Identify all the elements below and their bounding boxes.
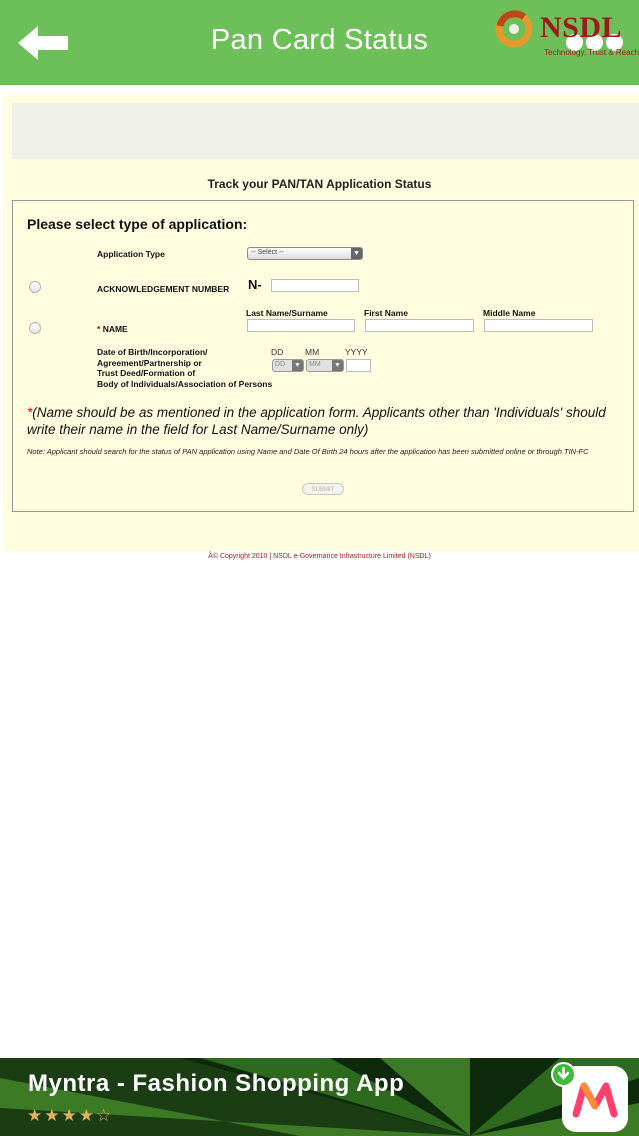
dob-day-value: DD (275, 361, 286, 368)
acknowledgement-label: ACKNOWLEDGEMENT NUMBER (97, 284, 230, 294)
last-name-input[interactable] (247, 319, 355, 332)
name-instruction-text: (Name should be as mentioned in the application form. Applicants other than 'Individuals' should write their name in the field for Last Name/Surname only) (27, 405, 606, 437)
form-heading: Track your PAN/TAN Application Status (207, 177, 432, 191)
dob-label-line: Body of Individuals/Association of Persons (97, 378, 273, 389)
dob-month-select[interactable] (306, 359, 344, 372)
dob-year-input[interactable] (346, 359, 371, 372)
section-title: Please select type of application: (27, 216, 248, 232)
submit-button[interactable]: SUBMIT (302, 483, 344, 495)
ad-rating-stars: ★★★★☆ (27, 1106, 114, 1125)
name-label (97, 324, 128, 334)
download-icon (551, 1062, 576, 1087)
application-form (12, 200, 634, 512)
dd-label: DD (271, 347, 284, 357)
dob-day-select[interactable] (272, 359, 304, 372)
mm-label: MM (305, 347, 320, 357)
chevron-down-icon: ▼ (292, 360, 303, 371)
required-asterisk: * (97, 324, 101, 334)
copyright-footer: Â© Copyright 2010 | NSDL e-Governance Infrastructure Limited (NSDL) (208, 553, 431, 560)
header-strip (12, 103, 639, 159)
page-title: Pan Card Status (210, 24, 429, 56)
ad-title: Myntra - Fashion Shopping App (28, 1070, 405, 1097)
dob-label-line: Trust Deed/Formation of (97, 368, 196, 378)
ack-prefix: N- (248, 277, 262, 292)
name-instruction (27, 404, 627, 438)
nsdl-logo (494, 8, 639, 63)
note-asterisk: * (27, 405, 33, 420)
middle-name-input[interactable] (484, 319, 593, 332)
dob-month-value: MM (309, 361, 321, 368)
middle-name-label: Middle Name (483, 308, 536, 318)
chevron-down-icon: ▼ (351, 248, 362, 259)
application-type-select[interactable] (247, 247, 363, 260)
dob-label-line: Agreement/Partnership or (97, 357, 202, 368)
first-name-input[interactable] (365, 319, 474, 332)
first-name-label: First Name (364, 308, 408, 318)
nsdl-logo-text: NSDL (540, 11, 623, 44)
radio-acknowledgement[interactable] (29, 281, 41, 293)
nsdl-tagline: Technology, Trust & Reach (544, 48, 639, 57)
acknowledgement-input[interactable] (271, 279, 359, 292)
nsdl-swirl-icon (494, 10, 536, 48)
dob-label-line: Date of Birth/Incorporation/ (97, 347, 208, 357)
dob-label (97, 347, 272, 389)
application-type-value: -- Select -- (251, 249, 284, 256)
radio-name[interactable] (29, 322, 41, 334)
ad-banner[interactable] (0, 1058, 639, 1136)
name-label-text: NAME (102, 324, 128, 334)
application-type-label: Application Type (97, 249, 165, 259)
last-name-label: Last Name/Surname (246, 308, 328, 318)
search-note: Note: Applicant should search for the status of PAN application using Name and Date Of Birth 24 hours after the application has been submitted online or through TIN-FC (27, 447, 589, 456)
yyyy-label: YYYY (345, 347, 368, 357)
chevron-down-icon: ▼ (332, 360, 343, 371)
